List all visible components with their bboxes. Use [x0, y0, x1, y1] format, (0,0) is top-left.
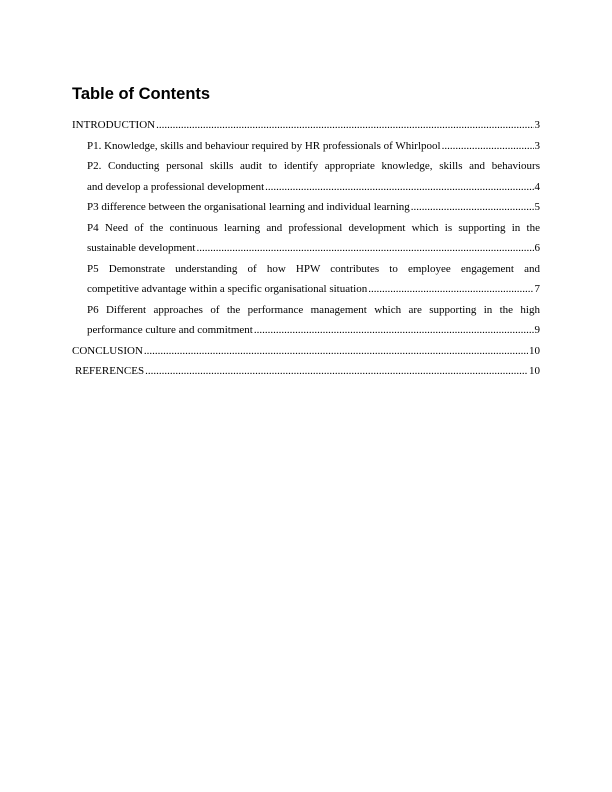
toc-entry-p6[interactable] — [72, 300, 540, 341]
toc-leader-dots — [145, 361, 528, 382]
toc-leader-dots — [442, 136, 534, 157]
toc-leader-dots — [265, 177, 533, 198]
toc-leader-dots — [411, 197, 534, 218]
toc-entry-p4[interactable] — [72, 218, 540, 259]
toc-entry-p1[interactable] — [72, 136, 540, 157]
toc-entry-text: P1. Knowledge, skills and behaviour required by HR professionals of Whirlpool — [87, 139, 441, 152]
toc-leader-dots — [156, 115, 533, 136]
toc-entry-text: P3 difference between the organisational learning and individual learning — [87, 201, 410, 213]
toc-entry-text-line1: P5 Demonstrate understanding of how HPW contributes to employee engagement and — [87, 262, 540, 275]
toc-entry-conclusion[interactable] — [72, 341, 540, 362]
toc-entry-p3[interactable] — [72, 197, 540, 218]
toc-title: Table of Contents — [72, 85, 211, 103]
toc-leader-dots — [254, 320, 534, 341]
toc-leader-dots — [368, 279, 533, 300]
toc-entry-references[interactable] — [72, 361, 540, 382]
toc-page-number: 3 — [534, 139, 540, 152]
toc-entry-p5[interactable] — [72, 259, 540, 300]
toc-page-number: 4 — [534, 180, 540, 193]
toc-entry-text-line2: competitive advantage within a specific organisational situation — [87, 283, 368, 295]
toc-page-number: 5 — [534, 201, 540, 213]
toc-page-number: 9 — [534, 324, 540, 336]
toc-entry-text-line2: sustainable development — [87, 242, 196, 254]
toc-page-number: 10 — [529, 365, 540, 377]
toc-page-number: 3 — [534, 119, 540, 131]
toc-entry-p2[interactable] — [72, 156, 540, 197]
toc-page-number: 6 — [534, 242, 540, 254]
toc-leader-dots — [144, 341, 528, 362]
toc-page-number: 10 — [529, 344, 540, 357]
toc-entry-text: CONCLUSION — [72, 344, 143, 357]
toc-page-number: 7 — [534, 283, 540, 295]
toc-entry-text-line1: P6 Different approaches of the performance management which are supporting in the high — [87, 303, 540, 316]
toc-leader-dots — [196, 238, 533, 259]
toc-entry-text: REFERENCES — [75, 365, 145, 377]
toc-entry-text-line1: P2. Conducting personal skills audit to identify appropriate knowledge, skills and behaviours — [87, 160, 540, 172]
toc-entry-introduction[interactable] — [72, 115, 540, 136]
toc-entry-text: INTRODUCTION — [72, 119, 156, 131]
toc-entry-text-line2: and develop a professional development — [87, 180, 265, 193]
table-of-contents — [72, 115, 540, 382]
toc-entry-text-line2: performance culture and commitment — [87, 324, 253, 336]
toc-entry-text-line1: P4 Need of the continuous learning and professional development which is supporting in the — [87, 221, 540, 234]
